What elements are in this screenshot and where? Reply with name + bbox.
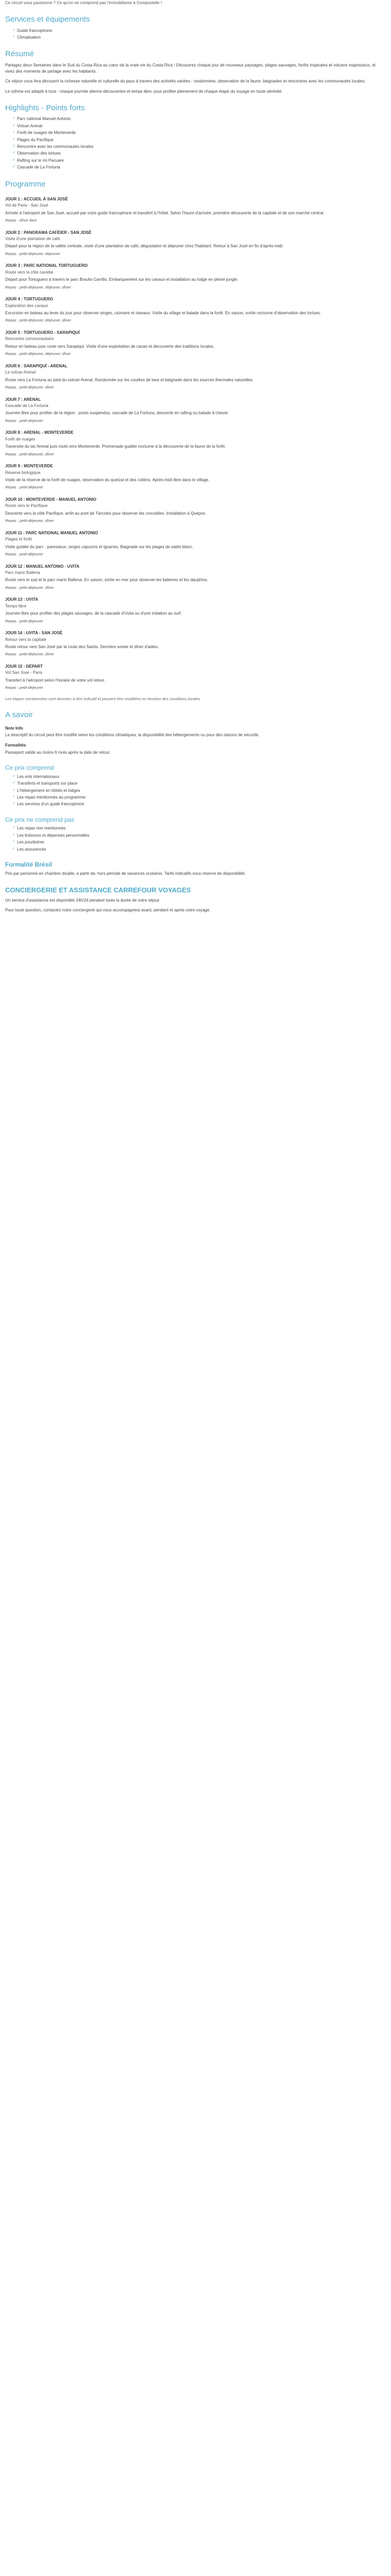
- program-day-title: JOUR 10 : MONTEVERDE - MANUEL ANTONIO: [5, 497, 96, 502]
- highlights-list: [5, 116, 376, 171]
- program-day: [5, 263, 376, 290]
- highlight-item: ✓ Volcan Arenal: [12, 123, 376, 129]
- program-day-meals: Repas : petit-déjeuner, dîner: [5, 518, 54, 523]
- program-day-title: JOUR 15 : DÉPART: [5, 664, 43, 669]
- price-text: Prix par personne en chambre double, à partir de, hors période de vacances scolaires. Tarifs indicatifs sous réserve de disponibilité.: [5, 871, 246, 876]
- intro-note: Ce circuit vous passionne ? Ce qu'on ne comprend pas l'immobilisme à Compostelle !: [5, 1, 162, 5]
- highlight-item: ✓ Plages du Pacifique: [12, 137, 376, 143]
- programme-title: Programme: [5, 179, 46, 189]
- services-item: ✓ Climatisation: [12, 35, 376, 41]
- program-day-description: Route vers le sud et le parc marin Ballena. En saison, sortie en mer pour observer les baleines et les dauphins.: [5, 578, 208, 583]
- program-day-subtitle: Cascade de La Fortuna: [5, 403, 48, 409]
- conditions-paragraph: Un service d'assistance est disponible 24h/24 pendant toute la durée de votre séjour.: [5, 898, 160, 903]
- program-day-description: Journée libre pour profiter des plages sauvages, de la cascade d'Uvita ou d'une initiation au surf.: [5, 611, 182, 616]
- highlight-item: ✓ Parc national Manuel Antonio: [12, 116, 376, 122]
- excludes-item: ✓ Les repas non mentionnés: [12, 825, 376, 832]
- program-day: [5, 530, 376, 557]
- highlight-item: ✓ Rencontre avec les communautés locales: [12, 144, 376, 150]
- to-know-heading: Formalités: [5, 743, 26, 748]
- program-day-description: Visite guidée du parc : paresseux, singes capucins et iguanes. Baignade sur les plages de sable blanc.: [5, 544, 193, 549]
- program-day-meals: Repas : petit-déjeuner, déjeuner, dîner: [5, 284, 71, 290]
- program-day-title: JOUR 11 : PARC NATIONAL MANUEL ANTONIO: [5, 530, 98, 535]
- to-know-text: Le descriptif du circuit peut être modifié selon les conditions climatiques, la disponibilité des hébergements ou pour des raisons de sécurité.: [5, 733, 259, 738]
- program-day-description: Journée libre pour profiter de la région : ponts suspendus, cascade de La Fortuna, descente en rafting ou balade à cheval.: [5, 411, 229, 416]
- program-day-title: JOUR 13 : UVITA: [5, 597, 38, 602]
- program-day-title: JOUR 8 : ARENAL - MONTEVERDE: [5, 430, 74, 435]
- program-day-meals: Repas : petit-déjeuner: [5, 618, 43, 623]
- program-day-meals: Repas : petit-déjeuner, déjeuner, dîner: [5, 351, 71, 357]
- price-title: Formalité Brésil: [5, 860, 52, 868]
- includes-item: ✓ Les services d'un guide francophone: [12, 801, 376, 807]
- program-day-meals: Repas : petit-déjeuner, dîner: [5, 385, 54, 390]
- program-day: [5, 363, 376, 391]
- includes-item: ✓ Transferts et transports sur place: [12, 781, 376, 787]
- program-day-description: Visite de la réserve de la forêt de nuages, observation du quetzal et des colibris. Après-midi libre dans le village.: [5, 478, 210, 483]
- program-day-description: Traversée du lac Arenal puis route vers Monteverde. Promenade guidée nocturne à la découverte de la faune de la forêt.: [5, 444, 226, 449]
- includes-item: ✓ L'hébergement en hôtels et lodges: [12, 788, 376, 794]
- program-day: [5, 230, 376, 257]
- highlight-item: ✓ Forêt de nuages de Monteverde: [12, 130, 376, 136]
- program-day: [5, 564, 376, 591]
- excludes-item: ✓ Les assurances: [12, 846, 376, 853]
- program-day: [5, 664, 376, 691]
- program-day-subtitle: Le volcan Arenal: [5, 370, 36, 375]
- includes-list: [5, 774, 376, 808]
- to-know-text: Passeport valide au moins 6 mois après la date de retour.: [5, 750, 111, 755]
- program-day: [5, 330, 376, 357]
- program-day-subtitle: Réserve biologique: [5, 470, 41, 475]
- program-day-title: JOUR 7 : ARENAL: [5, 397, 41, 402]
- program-day-description: Excursion en bateau au lever du jour pour observer singes, caïmans et oiseaux. Visite du village et balade dans la forêt. En saison, sortie nocturne d'observation des tortues.: [5, 311, 321, 316]
- program-day: [5, 430, 376, 457]
- program-day-meals: Repas : petit-déjeuner: [5, 552, 43, 556]
- program-day: [5, 597, 376, 624]
- includes-item: ✓ Les vols internationaux: [12, 774, 376, 780]
- program-day-subtitle: Retour vers la capitale: [5, 637, 46, 642]
- program-day-meals: Repas : petit-déjeuner, déjeuner, dîner: [5, 318, 71, 323]
- program-day-title: JOUR 6 : SARAPIQUÍ - ARENAL: [5, 363, 68, 368]
- resume-paragraph: Partagez deux Semaines dans le Sud du Costa Rica au cœur de la vraie vie du Costa Rica ! Découvrez chaque jour de nouveaux paysages, plages sauvages, forêts tropicales et volcans majestueux, et vivez des moments de partage avec les habitants.: [5, 62, 376, 74]
- program-day-subtitle: Parc marin Ballena: [5, 570, 40, 575]
- program-day-description: Arrivée à l'aéroport de San José, accueil par votre guide francophone et transfert à l'hôtel. Selon l'heure d'arrivée, première découverte de la capitale et de son marché central.: [5, 210, 324, 215]
- program-day-title: JOUR 14 : UVITA - SAN JOSÉ: [5, 631, 63, 636]
- program-day-meals: Repas : petit-déjeuner, dîner: [5, 652, 54, 657]
- to-know-heading: Note Info: [5, 725, 23, 731]
- program-day-subtitle: Exploration des canaux: [5, 303, 48, 308]
- resume-paragraph: Le rythme est adapté à tous : chaque journée alterne découvertes et temps libre, pour profiter pleinement de chaque étape du voyage en toute sérénité.: [5, 89, 283, 94]
- highlights-title: Highlights - Points forts: [5, 104, 85, 113]
- program-day-meals: Repas : petit-déjeuner: [5, 685, 43, 690]
- conditions-paragraph: Pour toute question, contactez notre conciergerie qui vous accompagnera avant, pendant et après votre voyage.: [5, 908, 211, 913]
- services-title: Services et équipements: [5, 15, 90, 24]
- program-day-meals: Repas : petit-déjeuner: [5, 485, 43, 490]
- resume-paragraph: Ce séjour vous fera découvrir la richesse naturelle et culturelle du pays à travers des activités variées : randonnées, observation de la faune, baignades et rencontres avec les communautés locales.: [5, 79, 366, 84]
- program-day: [5, 196, 376, 224]
- program-day-description: Transfert à l'aéroport selon l'horaire de votre vol retour.: [5, 677, 105, 683]
- page: [0, 0, 381, 928]
- program-day-subtitle: Route vers le Pacifique: [5, 503, 48, 509]
- excludes-item: ✓ Les pourboires: [12, 839, 376, 845]
- program-day-description: Départ pour la région de la vallée centrale, visite d'une plantation de café, dégustation et déjeuner chez l'habitant. Retour à San José en fin d'après-midi.: [5, 244, 284, 249]
- program-day-meals: Repas : petit-déjeuner: [5, 418, 43, 423]
- excludes-item: ✓ Les boissons et dépenses personnelles: [12, 833, 376, 839]
- program-day-subtitle: Visite d'une plantation de café: [5, 236, 60, 242]
- program-day-meals: Repas : petit-déjeuner, dîner: [5, 451, 54, 456]
- program-day-subtitle: Route vers la côte caraïbe: [5, 269, 54, 275]
- includes-title: Ce prix comprend: [5, 764, 54, 772]
- program-day-title: JOUR 2 : PANORAMA CAFÉIER - SAN JOSÉ: [5, 230, 92, 235]
- program-day: [5, 630, 376, 657]
- program-day-subtitle: Forêt de nuages: [5, 436, 36, 442]
- program-day-title: JOUR 1 : ACCUEIL À SAN JOSÉ: [5, 196, 68, 201]
- programme-notice: Les étapes mentionnées sont données à titre indicatif et peuvent être modifiées en fonction des conditions locales.: [5, 696, 201, 701]
- services-item: ✓ Guide francophone: [12, 28, 376, 34]
- to-know-block: [5, 725, 376, 756]
- program-day-subtitle: Plages et forêt: [5, 537, 32, 542]
- program-day-subtitle: Temps libre: [5, 603, 26, 608]
- to-know-title: A savoir: [5, 710, 33, 720]
- program-day-title: JOUR 9 : MONTEVERDE: [5, 464, 53, 469]
- program-day: [5, 497, 376, 524]
- program-day-description: Route retour vers San José par la route des Saints. Dernière soirée et dîner d'adieu.: [5, 645, 159, 649]
- program-day-description: Route vers La Fortuna au pied du volcan Arenal. Randonnée sur les coulées de lave et baignade dans les sources thermales naturelles.: [5, 377, 254, 382]
- program-day: [5, 397, 376, 424]
- program-day-title: JOUR 12 : MANUEL ANTONIO - UVITA: [5, 564, 79, 569]
- program-day-title: JOUR 4 : TORTUGUERO: [5, 297, 53, 302]
- program-day: [5, 296, 376, 324]
- program-day-description: Descente vers la côte Pacifique, arrêt au pont de Tárcoles pour observer les crocodiles. Installation à Quepos.: [5, 511, 206, 516]
- program-day-meals: Repas : petit-déjeuner, dîner: [5, 585, 54, 590]
- program-day-subtitle: Vol de Paris - San José: [5, 203, 48, 208]
- program-day-meals: Repas : dîner libre: [5, 218, 37, 223]
- highlight-item: ✓ Cascade de La Fortuna: [12, 164, 376, 171]
- includes-item: ✓ Les repas mentionnés au programme: [12, 794, 376, 801]
- program-day-meals: Repas : petit-déjeuner, déjeuner: [5, 251, 60, 256]
- program-day-title: JOUR 3 : PARC NATIONAL TORTUGUERO: [5, 263, 88, 268]
- programme-days: [5, 196, 376, 691]
- program-day-description: Retour en bateau puis route vers Sarapiquí. Visite d'une exploitation de cacao et découverte des traditions locales.: [5, 344, 215, 349]
- program-day-subtitle: Vol San José - Paris: [5, 670, 43, 675]
- resume-title: Résumé: [5, 49, 34, 59]
- excludes-title: Ce prix ne comprend pas: [5, 816, 75, 823]
- highlight-item: ✓ Observation des tortues: [12, 150, 376, 157]
- program-day-description: Départ pour Tortuguero à travers le parc Braulio Carrillo. Embarquement sur les canaux et installation au lodge en pleine jungle.: [5, 277, 239, 282]
- program-day: [5, 463, 376, 490]
- program-day-subtitle: Rencontre communautaire: [5, 336, 54, 342]
- program-day-title: JOUR 5 : TORTUGUERO - SARAPIQUÍ: [5, 330, 80, 335]
- excludes-list: [5, 825, 376, 853]
- highlight-item: ✓ Rafting sur le río Pacuare: [12, 158, 376, 164]
- services-list: [5, 28, 376, 41]
- conditions-title: CONCIERGERIE ET ASSISTANCE CARREFOUR VOYAGES: [5, 886, 191, 894]
